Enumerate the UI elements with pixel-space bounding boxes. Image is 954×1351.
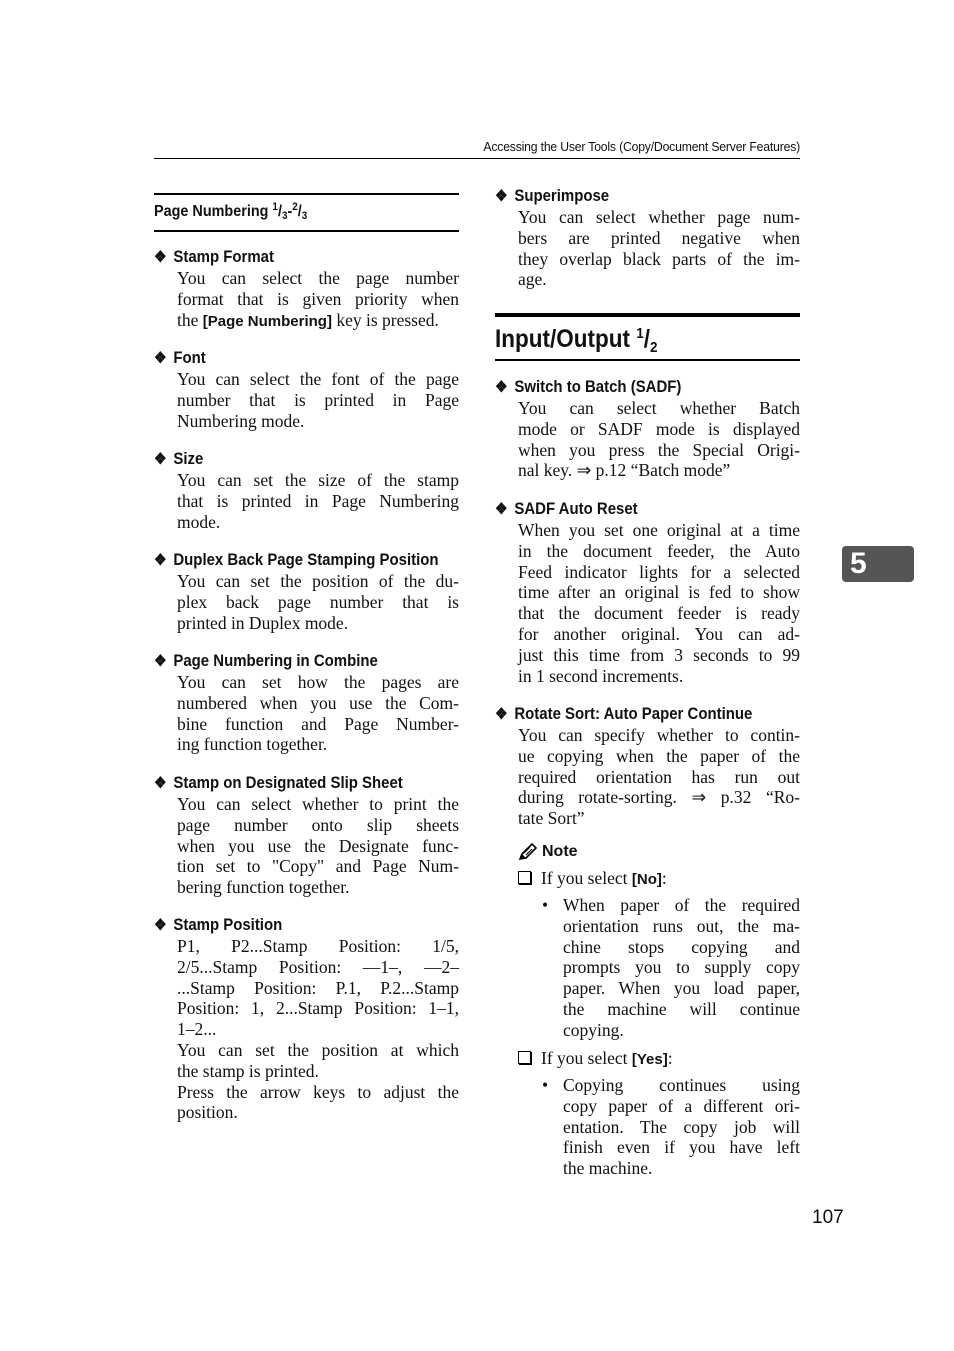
checkbox-bullet-icon bbox=[518, 871, 531, 884]
setting-title-text: Rotate Sort: Auto Paper Continue bbox=[514, 704, 753, 723]
setting-description bbox=[177, 936, 459, 1123]
body-line: You can select whether Batch bbox=[518, 398, 800, 418]
setting-title-text: Stamp Format bbox=[173, 247, 274, 266]
setting-item bbox=[495, 376, 800, 481]
body-line: mode. bbox=[177, 511, 221, 532]
setting-title-text: Superimpose bbox=[514, 186, 610, 205]
note-check-item bbox=[518, 1048, 673, 1070]
body-line: finish even if you have left bbox=[563, 1137, 800, 1158]
body-line: You can set the position at which bbox=[177, 1039, 459, 1060]
setting-description bbox=[518, 398, 800, 481]
body-line: format that is given priority when bbox=[177, 288, 459, 309]
diamond-bullet-icon: ❖ bbox=[154, 653, 167, 670]
header-rule bbox=[154, 158, 800, 159]
setting-item bbox=[495, 185, 800, 290]
setting-item bbox=[154, 914, 459, 1123]
body-line bbox=[177, 310, 459, 333]
body-line: the machine. bbox=[563, 1158, 653, 1179]
body-line: You can select whether to print the bbox=[177, 794, 459, 814]
body-line: orientation runs out, the ma- bbox=[563, 915, 800, 936]
setting-title-text: Font bbox=[173, 348, 206, 367]
body-line: copy paper of a different ori- bbox=[563, 1095, 800, 1116]
setting-title-text: Stamp Position bbox=[173, 915, 283, 934]
chapter-tab bbox=[842, 546, 914, 582]
setting-description bbox=[518, 207, 800, 290]
setting-item bbox=[154, 347, 459, 431]
note-title: Note bbox=[542, 843, 578, 860]
body-line: 1–2... bbox=[177, 1019, 217, 1040]
key-name: [Page Numbering] bbox=[202, 312, 332, 330]
running-header: Accessing the User Tools (Copy/Document Server Features) bbox=[483, 139, 800, 154]
setting-title-text: Stamp on Designated Slip Sheet bbox=[173, 773, 403, 792]
body-line: in the document feeder, the Auto bbox=[518, 540, 800, 561]
setting-title-text: SADF Auto Reset bbox=[514, 499, 638, 518]
body-line: in 1 second increments. bbox=[518, 665, 684, 686]
diamond-bullet-icon: ❖ bbox=[154, 917, 167, 934]
setting-item bbox=[495, 498, 800, 686]
setting-item-title bbox=[495, 498, 763, 520]
body-line: they overlap black parts of the im- bbox=[518, 248, 800, 269]
body-line: Feed indicator lights for a selected bbox=[518, 561, 800, 582]
setting-item-title bbox=[154, 772, 422, 794]
body-line: nal key. ⇒ p.12 “Batch mode” bbox=[518, 460, 731, 481]
diamond-bullet-icon: ❖ bbox=[154, 249, 167, 266]
setting-item bbox=[154, 549, 459, 633]
body-line: When you set one original at a time bbox=[518, 520, 800, 540]
setting-description bbox=[177, 369, 459, 431]
chapter-number: 5 bbox=[850, 547, 867, 580]
body-line: for another original. You can ad- bbox=[518, 623, 800, 644]
section-title: Page Numbering $^1$/3-$^2$/3 bbox=[154, 201, 308, 222]
body-line: ue copying when the paper of the bbox=[518, 745, 800, 766]
body-line: when you use the Designate func- bbox=[177, 835, 459, 856]
heading-fraction-num: 1 bbox=[636, 325, 644, 342]
heading-fraction-slash: / bbox=[643, 325, 650, 353]
body-line: during rotate-sorting. ⇒ p.32 “Ro- bbox=[518, 787, 800, 808]
setting-description bbox=[518, 725, 800, 829]
input-output-heading bbox=[495, 317, 770, 354]
setting-description bbox=[177, 672, 459, 755]
setting-item-title bbox=[154, 448, 422, 470]
bullet-dot-icon: • bbox=[542, 1075, 549, 1095]
body-line: P1, P2...Stamp Position: 1/5, bbox=[177, 936, 459, 956]
setting-item bbox=[154, 246, 459, 332]
setting-item-title bbox=[495, 376, 763, 398]
section-title-box bbox=[154, 193, 459, 232]
setting-description bbox=[177, 470, 459, 532]
body-line: You can specify whether to contin- bbox=[518, 725, 800, 745]
body-line: plex back page number that is bbox=[177, 591, 459, 612]
note-block bbox=[518, 843, 800, 861]
setting-description bbox=[177, 571, 459, 633]
body-text: If you select bbox=[541, 868, 632, 888]
diamond-bullet-icon: ❖ bbox=[154, 552, 167, 569]
note-bullet bbox=[542, 895, 800, 1041]
diamond-bullet-icon: ❖ bbox=[495, 501, 508, 518]
body-line: 2/5...Stamp Position: —1–, —2– bbox=[177, 956, 459, 977]
diamond-bullet-icon: ❖ bbox=[154, 350, 167, 367]
body-line: You can set the size of the stamp bbox=[177, 470, 459, 490]
body-line: Numbering mode. bbox=[177, 410, 305, 431]
body-line: bine function and Page Number- bbox=[177, 713, 459, 734]
body-line: number that is printed in Page bbox=[177, 389, 459, 410]
setting-item-title bbox=[154, 914, 422, 936]
body-line: that is printed in Page Numbering bbox=[177, 490, 459, 511]
body-line: You can set the position of the du- bbox=[177, 571, 459, 591]
body-line: bering function together. bbox=[177, 877, 350, 898]
checkbox-bullet-icon bbox=[518, 1051, 531, 1064]
heading-spacer bbox=[630, 325, 636, 353]
body-line: prompts you to supply copy bbox=[563, 957, 800, 978]
setting-description bbox=[518, 520, 800, 686]
body-text: : bbox=[667, 1048, 673, 1068]
body-line: position. bbox=[177, 1102, 238, 1123]
diamond-bullet-icon: ❖ bbox=[495, 188, 508, 205]
setting-title-text: Page Numbering in Combine bbox=[173, 651, 378, 670]
setting-item-title bbox=[154, 549, 439, 571]
setting-item bbox=[154, 650, 459, 755]
note-heading bbox=[518, 843, 800, 861]
setting-description bbox=[177, 794, 459, 898]
heading-fraction-den: 2 bbox=[649, 339, 658, 356]
setting-item-title bbox=[154, 347, 422, 369]
body-line: Copying continues using bbox=[563, 1075, 800, 1095]
section-title-text: Page Numbering bbox=[154, 203, 269, 220]
body-line: You can select the page number bbox=[177, 268, 459, 288]
body-line: that the document feeder is ready bbox=[518, 603, 800, 624]
note-check-item bbox=[518, 868, 667, 890]
body-line: chine stops copying and bbox=[563, 936, 800, 957]
body-line: Press the arrow keys to adjust the bbox=[177, 1081, 459, 1102]
body-text: key is pressed. bbox=[331, 309, 439, 330]
setting-item-title bbox=[495, 185, 763, 207]
setting-item-title bbox=[495, 703, 763, 725]
setting-item-title bbox=[154, 246, 422, 268]
body-line: required orientation has run out bbox=[518, 766, 800, 787]
key-name: [Yes] bbox=[631, 1051, 668, 1068]
heading-text: Input/Output bbox=[495, 325, 630, 353]
setting-description bbox=[177, 268, 459, 332]
body-line: mode or SADF mode is displayed bbox=[518, 418, 800, 439]
body-line: the stamp is printed. bbox=[177, 1060, 319, 1081]
body-line: the machine will continue bbox=[563, 998, 800, 1019]
body-line: just this time from 3 seconds to 99 bbox=[518, 644, 800, 665]
setting-item bbox=[154, 772, 459, 898]
body-line: copying. bbox=[563, 1019, 624, 1040]
body-text: the bbox=[177, 309, 203, 330]
body-line: bers are printed negative when bbox=[518, 227, 800, 248]
setting-title-text: Switch to Batch (SADF) bbox=[514, 377, 682, 396]
input-output-heading-box bbox=[495, 313, 800, 361]
body-line: printed in Duplex mode. bbox=[177, 612, 349, 633]
diamond-bullet-icon: ❖ bbox=[495, 706, 508, 723]
body-line: tate Sort” bbox=[518, 808, 585, 829]
bullet-dot-icon: • bbox=[542, 895, 549, 915]
body-line: When paper of the required bbox=[563, 895, 800, 915]
body-text: If you select bbox=[541, 1048, 632, 1068]
setting-item bbox=[495, 703, 800, 829]
body-line: paper. When you load paper, bbox=[563, 978, 800, 999]
body-line: Position: 1, 2...Stamp Position: 1–1, bbox=[177, 998, 459, 1019]
setting-item-title bbox=[154, 650, 422, 672]
setting-title-text: Size bbox=[173, 449, 204, 468]
body-line: You can set how the pages are bbox=[177, 672, 459, 692]
body-line: entation. The copy job will bbox=[563, 1116, 800, 1137]
setting-title-text: Duplex Back Page Stamping Position bbox=[173, 550, 439, 569]
page-number: 107 bbox=[812, 1207, 844, 1228]
body-line: when you press the Special Origi- bbox=[518, 439, 800, 460]
body-line: tion set to "Copy" and Page Num- bbox=[177, 856, 459, 877]
key-name: [No] bbox=[631, 871, 662, 888]
body-line: ing function together. bbox=[177, 734, 328, 755]
body-line: age. bbox=[518, 269, 547, 290]
body-line: You can select the font of the page bbox=[177, 369, 459, 389]
diamond-bullet-icon: ❖ bbox=[154, 775, 167, 792]
diamond-bullet-icon: ❖ bbox=[495, 379, 508, 396]
body-line: time after an original is fed to show bbox=[518, 582, 800, 603]
diamond-bullet-icon: ❖ bbox=[154, 451, 167, 468]
body-line: ...Stamp Position: P.1, P.2...Stamp bbox=[177, 977, 459, 998]
body-line: page number onto slip sheets bbox=[177, 814, 459, 835]
setting-item bbox=[154, 448, 459, 532]
note-bullet bbox=[542, 1075, 800, 1179]
pencil-icon bbox=[518, 843, 538, 861]
body-text: : bbox=[661, 868, 667, 888]
body-line: numbered when you use the Com- bbox=[177, 692, 459, 713]
body-line: You can select whether page num- bbox=[518, 207, 800, 227]
